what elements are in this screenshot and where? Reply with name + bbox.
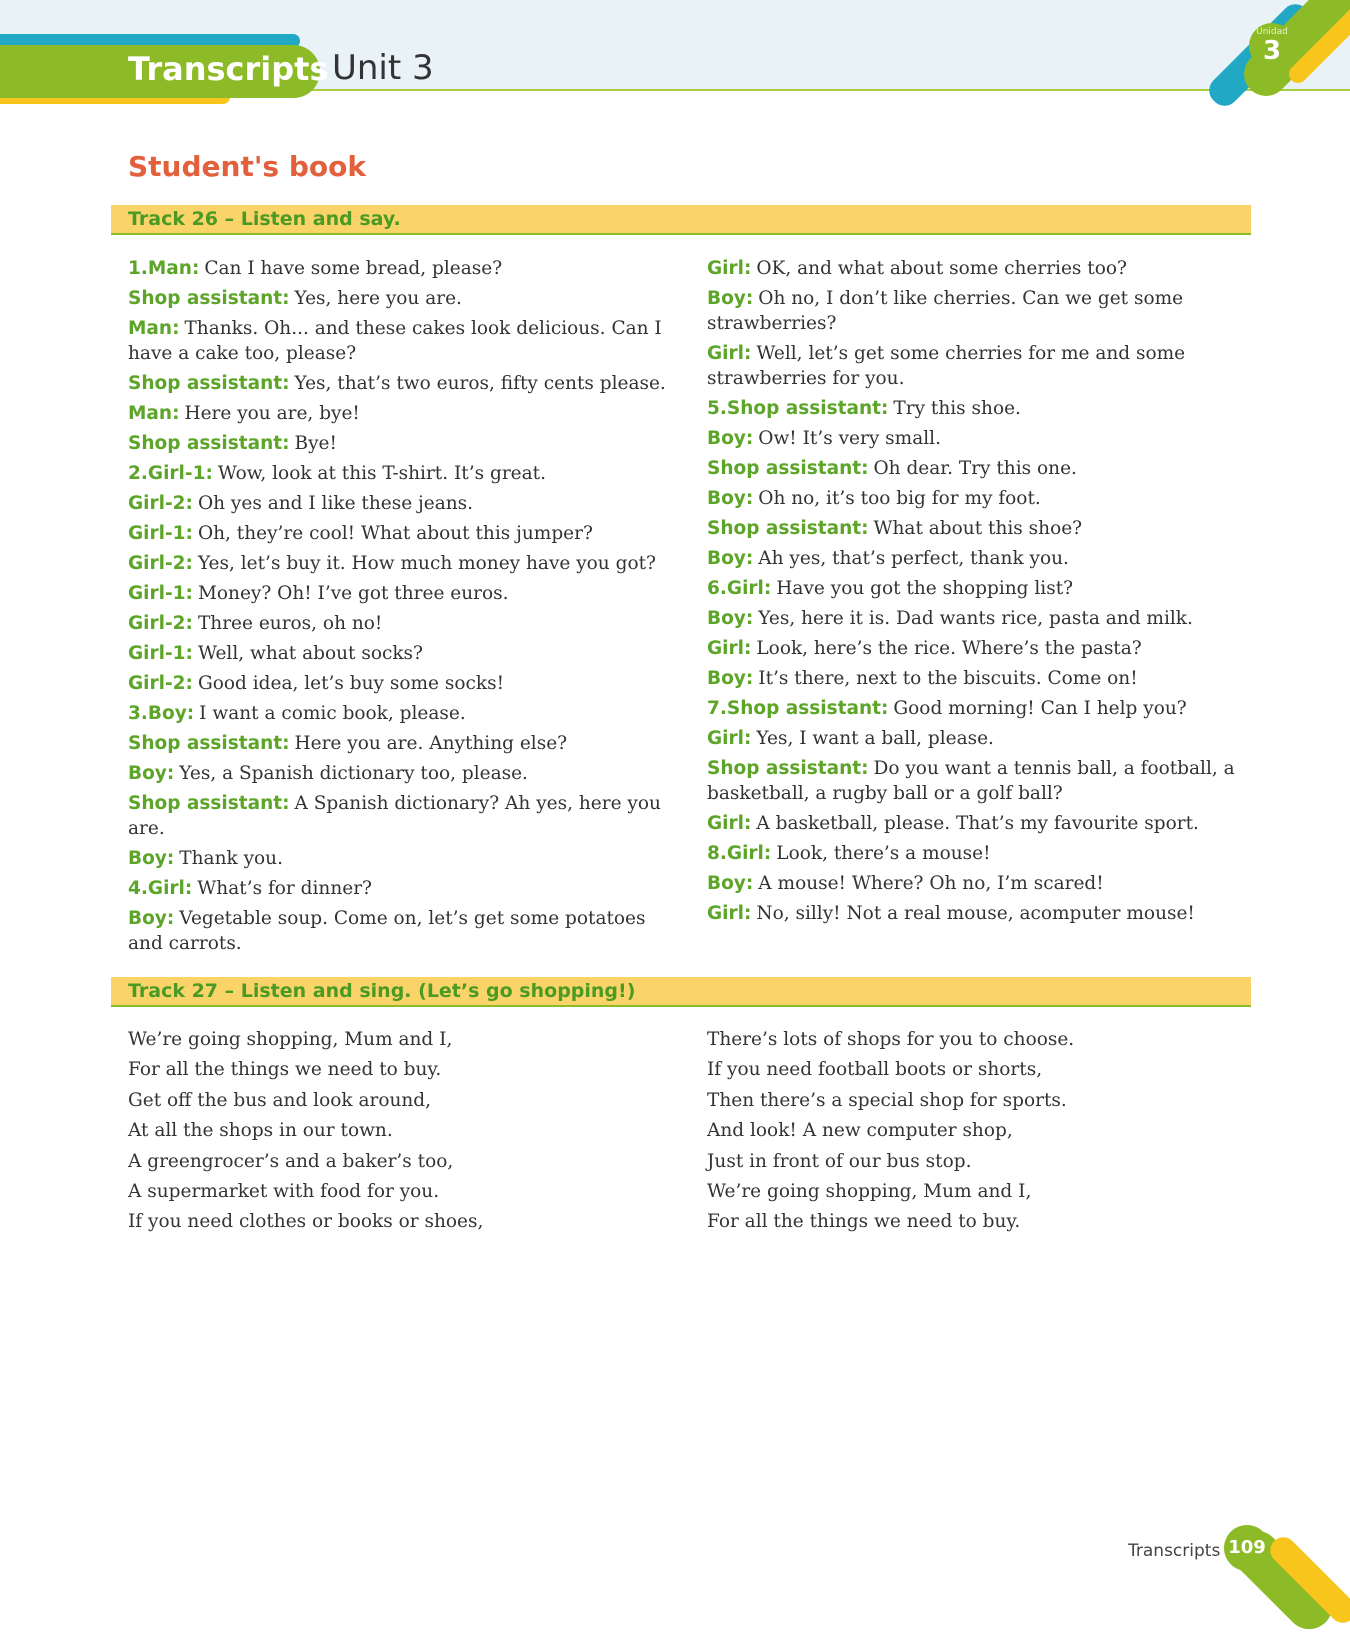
dialogue-line xyxy=(128,521,683,546)
dialogue-line xyxy=(707,606,1262,631)
dialogue-line xyxy=(128,701,683,726)
track27-title: Track 27 – Listen and sing. (Let’s go shopping!) xyxy=(128,980,636,1002)
footer-label: Transcripts xyxy=(1128,1541,1221,1561)
dialogue-text: No, silly! Not a real mouse, acomputer mouse! xyxy=(756,903,1195,924)
dialogue-line xyxy=(128,371,683,396)
dialogue-line xyxy=(128,401,683,426)
speaker-label: 5.Shop assistant: xyxy=(707,398,889,419)
page-title: Transcripts xyxy=(128,50,329,88)
dialogue-text: Thanks. Oh... and these cakes look delicious. Can I have a cake too, please? xyxy=(128,318,662,364)
dialogue-line xyxy=(707,516,1262,541)
track26-right-column xyxy=(707,256,1262,931)
speaker-label: Boy: xyxy=(707,873,754,894)
section-title: Student's book xyxy=(128,150,366,183)
speaker-label: Girl: xyxy=(707,638,752,659)
dialogue-text: Yes, here it is. Dad wants rice, pasta and milk. xyxy=(758,608,1193,629)
dialogue-line xyxy=(707,456,1262,481)
dialogue-text: A basketball, please. That’s my favourite sport. xyxy=(756,813,1199,834)
speaker-label: Man: xyxy=(128,318,180,339)
dialogue-text: Good morning! Can I help you? xyxy=(893,698,1187,719)
dialogue-line xyxy=(707,486,1262,511)
dialogue-line xyxy=(707,396,1262,421)
speaker-label: Shop assistant: xyxy=(128,288,290,309)
speaker-label: Girl-2: xyxy=(128,673,193,694)
song-line: Just in front of our bus stop. xyxy=(707,1150,972,1172)
dialogue-line xyxy=(128,731,683,756)
speaker-label: Boy: xyxy=(707,548,754,569)
dialogue-line xyxy=(128,846,683,871)
dialogue-text: A Spanish dictionary? Ah yes, here you are. xyxy=(128,793,661,839)
track27-bar xyxy=(111,977,1251,1007)
dialogue-line xyxy=(128,316,683,366)
speaker-label: 2.Girl-1: xyxy=(128,463,213,484)
song-line: And look! A new computer shop, xyxy=(707,1120,1013,1142)
song-line: If you need football boots or shorts, xyxy=(707,1059,1043,1081)
speaker-label: Girl-2: xyxy=(128,613,193,634)
speaker-label: Girl: xyxy=(707,258,752,279)
dialogue-line xyxy=(707,576,1262,601)
title-pill xyxy=(0,45,329,98)
dialogue-text: A mouse! Where? Oh no, I’m scared! xyxy=(758,873,1104,894)
dialogue-text: Can I have some bread, please? xyxy=(204,258,503,279)
speaker-label: Boy: xyxy=(707,668,754,689)
dialogue-text: What’s for dinner? xyxy=(197,878,372,899)
speaker-label: Shop assistant: xyxy=(128,433,290,454)
dialogue-line xyxy=(128,671,683,696)
track27-right-column xyxy=(707,1025,1262,1238)
dialogue-line xyxy=(707,871,1262,896)
unit-badge xyxy=(1249,23,1295,69)
dialogue-text: Yes, let’s buy it. How much money have you got? xyxy=(197,553,656,574)
dialogue-text: Oh no, it’s too big for my foot. xyxy=(758,488,1041,509)
speaker-label: Man: xyxy=(128,403,180,424)
dialogue-line xyxy=(707,286,1262,336)
dialogue-text: OK, and what about some cherries too? xyxy=(756,258,1127,279)
dialogue-text: Oh, they’re cool! What about this jumper? xyxy=(197,523,593,544)
dialogue-line xyxy=(707,756,1262,806)
speaker-label: 8.Girl: xyxy=(707,843,772,864)
dialogue-text: It’s there, next to the biscuits. Come on! xyxy=(758,668,1138,689)
dialogue-line xyxy=(128,551,683,576)
dialogue-text: Wow, look at this T-shirt. It’s great. xyxy=(217,463,546,484)
dialogue-line xyxy=(128,906,683,956)
dialogue-text: Look, here’s the rice. Where’s the pasta? xyxy=(756,638,1142,659)
song-line: At all the shops in our town. xyxy=(128,1120,393,1142)
speaker-label: Girl: xyxy=(707,813,752,834)
dialogue-line xyxy=(128,286,683,311)
dialogue-line xyxy=(707,666,1262,691)
dialogue-line xyxy=(707,726,1262,751)
speaker-label: Boy: xyxy=(707,288,754,309)
speaker-label: 6.Girl: xyxy=(707,578,772,599)
dialogue-line xyxy=(128,256,683,281)
speaker-label: Boy: xyxy=(128,908,175,929)
speaker-label: Boy: xyxy=(707,608,754,629)
speaker-label: Boy: xyxy=(128,848,175,869)
speaker-label: Girl: xyxy=(707,343,752,364)
dialogue-text: Three euros, oh no! xyxy=(197,613,383,634)
speaker-label: Girl-2: xyxy=(128,493,193,514)
speaker-label: Girl-1: xyxy=(128,583,193,604)
speaker-label: Shop assistant: xyxy=(707,458,869,479)
speaker-label: Boy: xyxy=(128,763,175,784)
dialogue-line xyxy=(128,581,683,606)
song-line: There’s lots of shops for you to choose. xyxy=(707,1029,1075,1050)
track26-title: Track 26 – Listen and say. xyxy=(128,208,401,230)
dialogue-text: Yes, a Spanish dictionary too, please. xyxy=(179,763,528,784)
speaker-label: Boy: xyxy=(707,428,754,449)
dialogue-text: Bye! xyxy=(294,433,337,454)
speaker-label: 4.Girl: xyxy=(128,878,193,899)
song-line: We’re going shopping, Mum and I, xyxy=(128,1029,453,1050)
speaker-label: Shop assistant: xyxy=(128,793,290,814)
dialogue-text: Oh no, I don’t like cherries. Can we get some strawberries? xyxy=(707,288,1184,334)
dialogue-line xyxy=(707,811,1262,836)
dialogue-line xyxy=(707,636,1262,661)
dialogue-line xyxy=(128,431,683,456)
dialogue-text: Vegetable soup. Come on, let’s get some potatoes and carrots. xyxy=(128,908,646,954)
dialogue-line xyxy=(707,696,1262,721)
speaker-label: Shop assistant: xyxy=(128,733,290,754)
dialogue-line xyxy=(707,341,1262,391)
dialogue-line xyxy=(128,761,683,786)
speaker-label: Girl-2: xyxy=(128,553,193,574)
speaker-label: Shop assistant: xyxy=(128,373,290,394)
speaker-label: 3.Boy: xyxy=(128,703,195,724)
song-line: Then there’s a special shop for sports. xyxy=(707,1089,1067,1111)
dialogue-line xyxy=(707,546,1262,571)
dialogue-text: Here you are. Anything else? xyxy=(294,733,568,754)
speaker-label: Girl-1: xyxy=(128,523,193,544)
dialogue-text: Thank you. xyxy=(179,848,283,869)
song-line: We’re going shopping, Mum and I, xyxy=(707,1181,1032,1203)
dialogue-text: Oh yes and I like these jeans. xyxy=(197,493,474,514)
dialogue-text: Ah yes, that’s perfect, thank you. xyxy=(758,548,1069,569)
dialogue-text: Money? Oh! I’ve got three euros. xyxy=(197,583,509,604)
dialogue-text: Here you are, bye! xyxy=(184,403,360,424)
song-line: For all the things we need to buy. xyxy=(707,1211,1021,1233)
dialogue-line xyxy=(128,791,683,841)
track26-left-column xyxy=(128,256,683,961)
dialogue-line xyxy=(707,901,1262,926)
dialogue-line xyxy=(128,641,683,666)
dialogue-text: Ow! It’s very small. xyxy=(758,428,941,449)
dialogue-text: What about this shoe? xyxy=(873,518,1083,539)
dialogue-line xyxy=(707,841,1262,866)
track26-bar xyxy=(111,205,1251,235)
dialogue-line xyxy=(128,876,683,901)
speaker-label: Girl: xyxy=(707,728,752,749)
song-line: A supermarket with food for you. xyxy=(128,1181,440,1203)
header-rule xyxy=(310,89,1350,91)
dialogue-text: Try this shoe. xyxy=(893,398,1021,419)
dialogue-line xyxy=(707,426,1262,451)
dialogue-text: Yes, I want a ball, please. xyxy=(756,728,994,749)
speaker-label: Girl: xyxy=(707,903,752,924)
dialogue-text: Good idea, let’s buy some socks! xyxy=(197,673,505,694)
song-line: A greengrocer’s and a baker’s too, xyxy=(128,1150,454,1172)
dialogue-text: Do you want a tennis ball, a football, a basketball, a rugby ball or a golf ball? xyxy=(707,758,1235,804)
speaker-label: 7.Shop assistant: xyxy=(707,698,889,719)
dialogue-line xyxy=(128,461,683,486)
page-number: 109 xyxy=(1224,1525,1270,1571)
track27-left-column xyxy=(128,1025,683,1238)
dialogue-text: Well, what about socks? xyxy=(197,643,423,664)
speaker-label: Shop assistant: xyxy=(707,758,869,779)
dialogue-text: Well, let’s get some cherries for me and some strawberries for you. xyxy=(707,343,1186,389)
dialogue-text: Have you got the shopping list? xyxy=(776,578,1074,599)
dialogue-text: Yes, here you are. xyxy=(294,288,462,309)
dialogue-text: I want a comic book, please. xyxy=(199,703,466,724)
dialogue-line xyxy=(128,491,683,516)
unit-title: Unit 3 xyxy=(332,48,434,88)
speaker-label: 1.Man: xyxy=(128,258,200,279)
song-line: For all the things we need to buy. xyxy=(128,1059,442,1081)
dialogue-text: Look, there’s a mouse! xyxy=(776,843,991,864)
dialogue-line xyxy=(128,611,683,636)
speaker-label: Boy: xyxy=(707,488,754,509)
dialogue-text: Yes, that’s two euros, fifty cents please. xyxy=(294,373,666,394)
dialogue-text: Oh dear. Try this one. xyxy=(873,458,1077,479)
speaker-label: Girl-1: xyxy=(128,643,193,664)
speaker-label: Shop assistant: xyxy=(707,518,869,539)
song-line: If you need clothes or books or shoes, xyxy=(128,1211,484,1233)
dialogue-line xyxy=(707,256,1262,281)
unit-badge-number: 3 xyxy=(1262,36,1282,66)
unit-badge-label: Unidad xyxy=(1256,27,1288,37)
song-line: Get off the bus and look around, xyxy=(128,1089,432,1111)
